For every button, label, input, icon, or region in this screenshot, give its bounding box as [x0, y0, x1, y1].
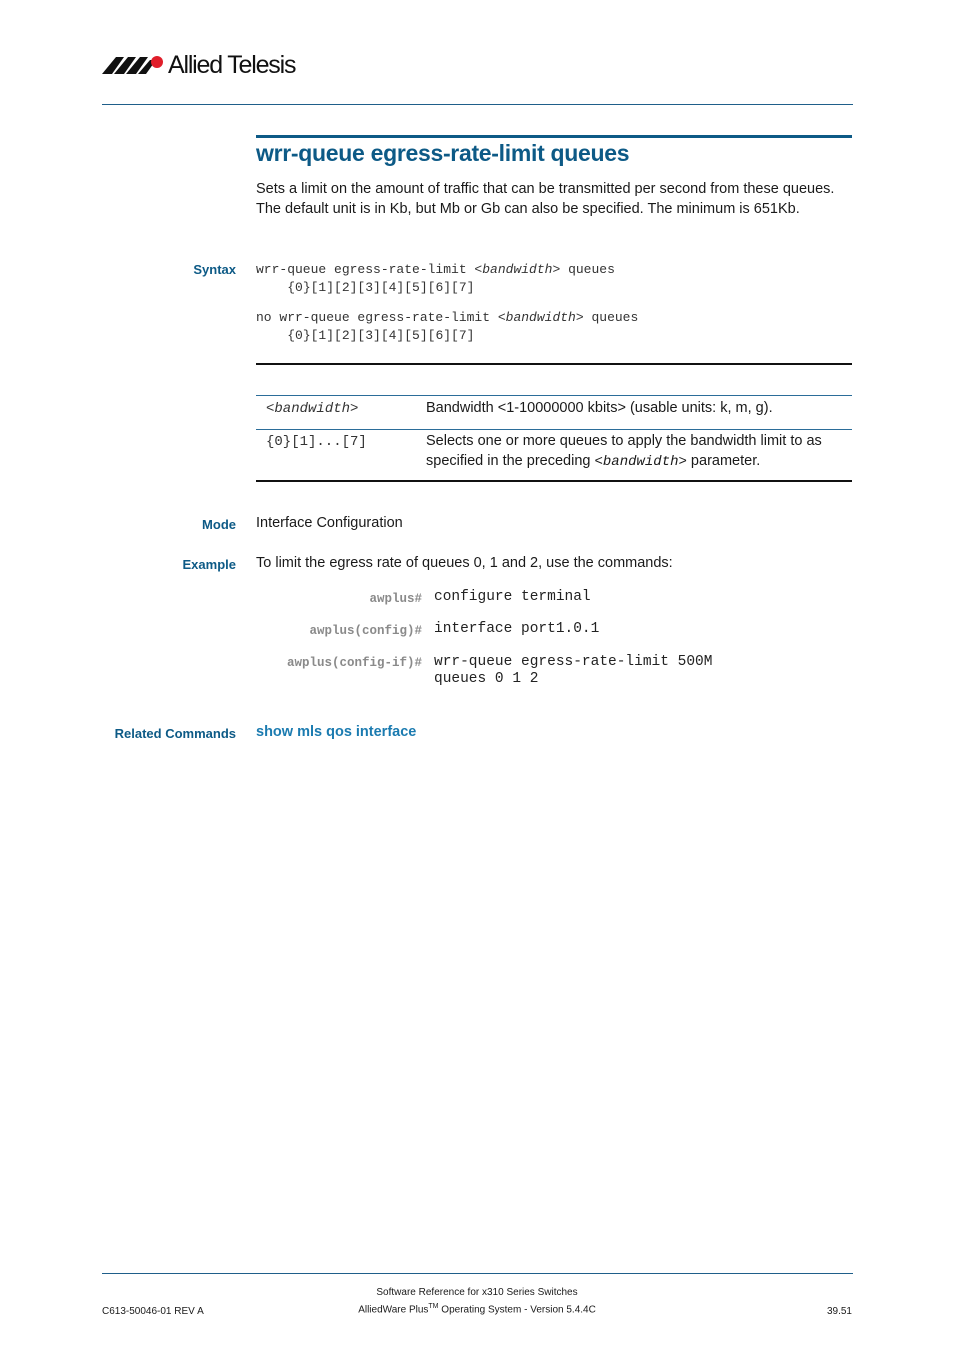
syntax-line2-post: > queues [575, 310, 639, 325]
title-divider [256, 135, 852, 138]
param-bandwidth [266, 401, 358, 417]
param-queues-desc-param: <bandwidth> [594, 453, 687, 470]
example-prompt-1: awplus# [369, 592, 422, 606]
syntax-line1-post: > queues [552, 262, 615, 277]
param-bandwidth-description: Bandwidth <1-10000000 kbits> (usable units: k, m, g). [426, 400, 773, 416]
example-command-2: interface port1.0.1 [434, 621, 600, 637]
logo-text: Allied Telesis [168, 51, 296, 79]
footer-line2-pre: AlliedWare Plus [358, 1304, 429, 1316]
allied-telesis-logo-icon [102, 54, 164, 76]
syntax-line2-param: bandwidth [505, 310, 576, 325]
syntax-block-2 [256, 309, 638, 345]
table-top-rule [256, 363, 852, 365]
allied-telesis-logo [102, 50, 295, 80]
example-prompt-2: awplus(config)# [309, 624, 422, 638]
param-queues-desc-pre: Selects one or more queues to apply the bandwidth limit to as specified in the preceding [426, 433, 822, 469]
related-command-link[interactable]: show mls qos interface [256, 724, 417, 740]
footer-page-number: 39.51 [826, 1306, 852, 1317]
header-divider [102, 104, 853, 105]
table-bottom-rule [256, 480, 852, 482]
example-prompt-3: awplus(config-if)# [286, 656, 422, 670]
page-title: wrr-queue egress-rate-limit queues [256, 140, 630, 166]
param-bandwidth-name: bandwidth [274, 401, 351, 417]
table-header-rule [256, 395, 852, 396]
syntax-block-1 [256, 261, 615, 297]
command-description: Sets a limit on the amount of traffic that can be transmitted per second from these queues. The default unit is in Kb, but Mb or Gb can also be specified. The minimum is 651Kb. [256, 181, 835, 217]
footer-doc-id: C613-50046-01 REV A [102, 1306, 204, 1317]
param-bandwidth-post: > [350, 401, 359, 417]
syntax-label: Syntax [193, 262, 236, 277]
param-queues-desc-post: parameter. [686, 452, 761, 469]
syntax-line2-cont: {0}[1][2][3][4][5][6][7] [287, 328, 475, 343]
footer-trademark: TM [428, 1303, 439, 1310]
footer-divider [102, 1273, 853, 1274]
mode-label: Mode [202, 517, 236, 532]
param-queues: {0}[1]...[7] [266, 434, 367, 450]
footer-line-1: Software Reference for x310 Series Switches [376, 1287, 578, 1298]
mode-value: Interface Configuration [256, 515, 403, 531]
example-command-3: wrr-queue egress-rate-limit 500M queues 0 1 2 [434, 654, 713, 687]
example-command-1: configure terminal [434, 589, 591, 605]
table-row-rule [256, 429, 852, 430]
syntax-line1-cont: {0}[1][2][3][4][5][6][7] [287, 280, 475, 295]
example-intro: To limit the egress rate of queues 0, 1 and 2, use the commands: [256, 555, 673, 571]
syntax-line1-pre: wrr-queue egress-rate-limit < [256, 262, 483, 277]
footer-line2-post: Operating System - Version 5.4.4C [438, 1304, 596, 1316]
footer-line-2 [300, 1303, 654, 1315]
param-queues-description [426, 432, 846, 472]
param-bandwidth-pre: < [266, 401, 275, 417]
example-label: Example [182, 557, 236, 572]
related-commands-label: Related Commands [114, 726, 236, 741]
syntax-line1-param: bandwidth [482, 262, 553, 277]
syntax-line2-pre: no wrr-queue egress-rate-limit < [256, 310, 506, 325]
